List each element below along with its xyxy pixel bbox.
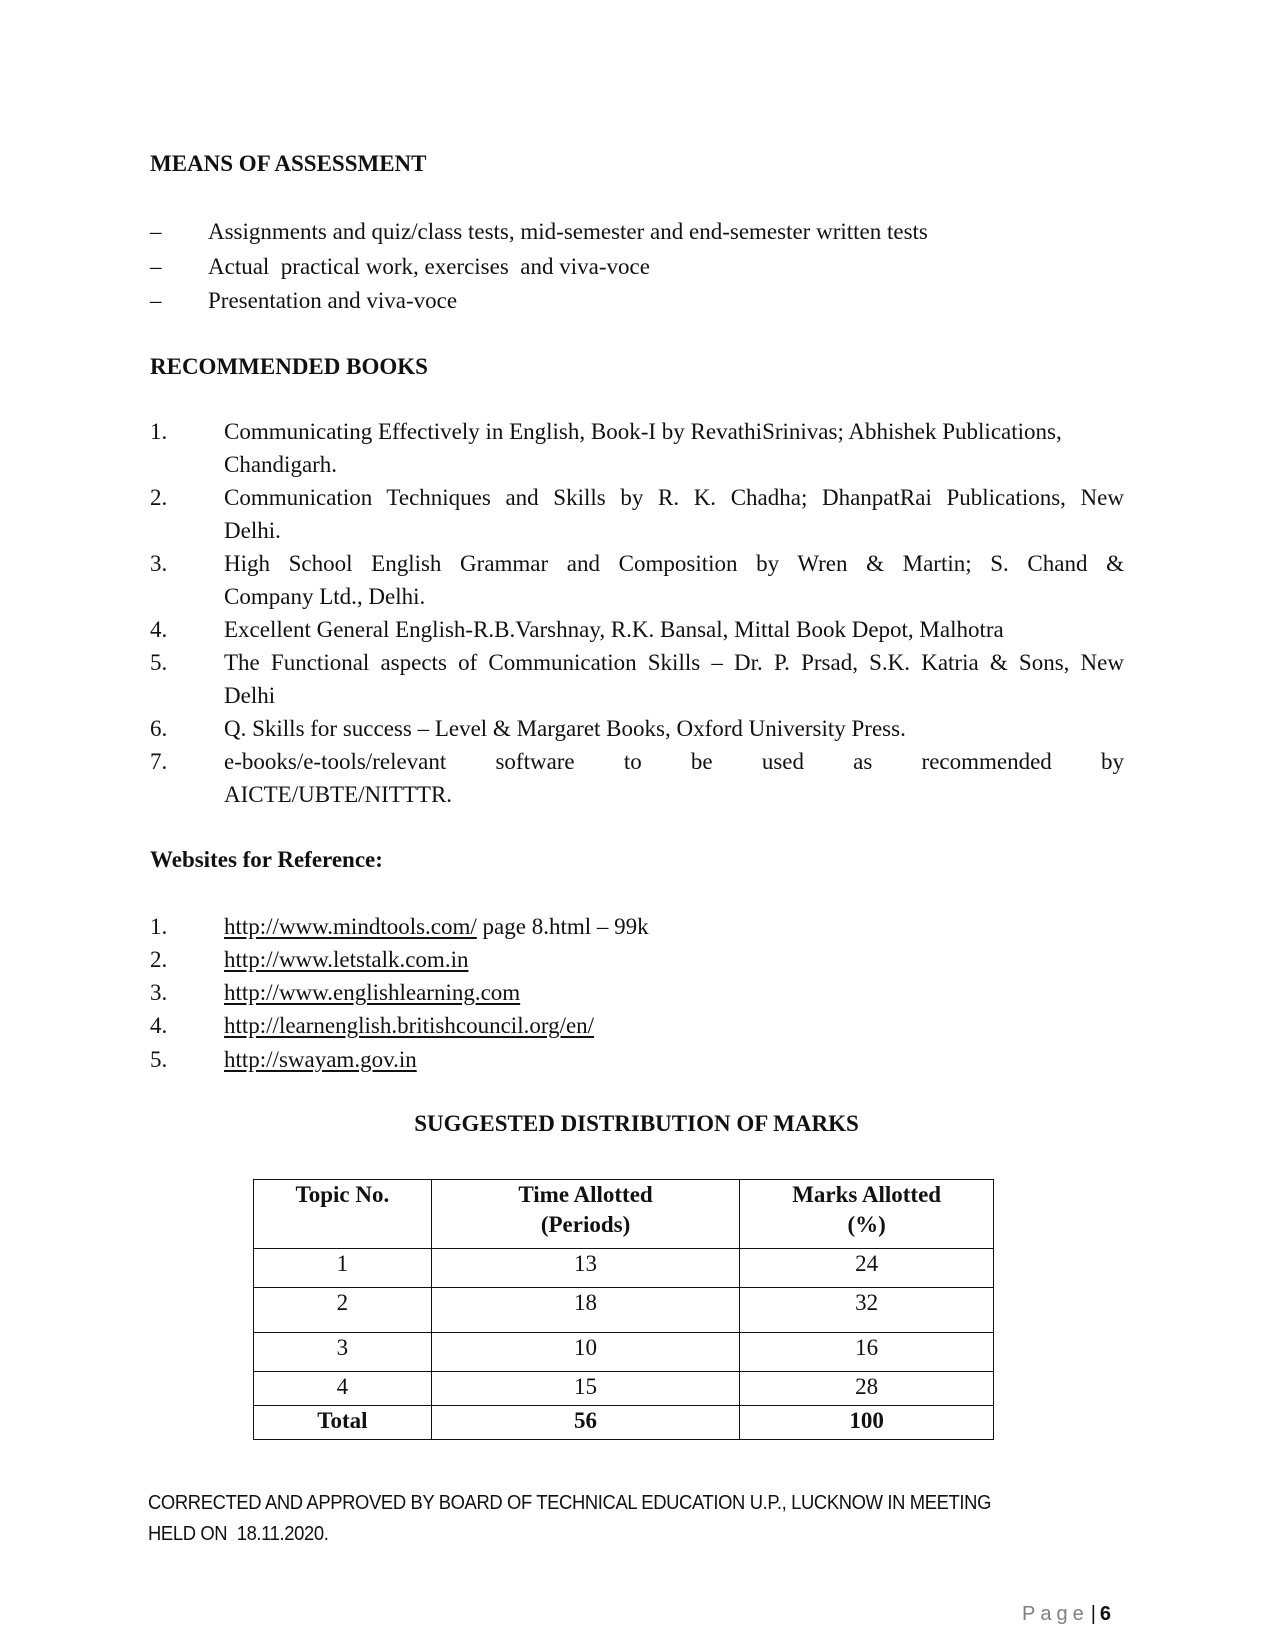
book-title-cont: AICTE/UBTE/NITTTR. [224, 782, 453, 807]
dash-bullet-icon: – [150, 288, 162, 313]
website-link[interactable]: http://www.mindtools.com/ [224, 914, 477, 939]
website-link[interactable]: http://www.letstalk.com.in [224, 947, 469, 972]
list-number: 7. [150, 749, 168, 774]
column-header-topic: Topic No. [254, 1180, 432, 1249]
time-cell: 15 [431, 1372, 740, 1406]
time-cell: 10 [431, 1333, 740, 1372]
website-link[interactable]: http://www.englishlearning.com [224, 980, 521, 1005]
list-number: 3. [150, 551, 168, 576]
time-cell: 18 [431, 1288, 740, 1333]
link-suffix-text: page 8.html – 99k [476, 914, 649, 939]
marks-distribution-table [253, 1179, 994, 1440]
time-cell: 13 [431, 1249, 740, 1288]
list-number: 1. [150, 419, 168, 444]
list-item [224, 910, 649, 943]
table-row [254, 1333, 994, 1372]
book-title-cont: Chandigarh. [224, 452, 338, 477]
list-number: 5. [150, 1047, 168, 1072]
book-title: Excellent General English-R.B.Varshnay, R.K. Bansal, Mittal Book Depot, Malhotra [224, 617, 1004, 642]
topic-cell: 1 [254, 1249, 432, 1288]
list-number: 4. [150, 617, 168, 642]
list-item-text: Assignments and quiz/class tests, mid-semester and end-semester written tests [208, 219, 928, 244]
list-number: 4. [150, 1013, 168, 1038]
table-title: SUGGESTED DISTRIBUTION OF MARKS [414, 1111, 859, 1136]
page-label: Page [1022, 1603, 1089, 1625]
section-heading-assessment: MEANS OF ASSESSMENT [150, 151, 427, 176]
list-number: 1. [150, 914, 168, 939]
total-label-cell: Total [254, 1406, 432, 1440]
table-total-row [254, 1406, 994, 1440]
list-number: 6. [150, 716, 168, 741]
list-item [224, 1009, 594, 1042]
approval-note-line1: CORRECTED AND APPROVED BY BOARD OF TECHNICAL EDUCATION U.P., LUCKNOW IN MEETING [148, 1492, 992, 1514]
column-header-marks: Marks Allotted (%) [740, 1180, 994, 1249]
list-item-text: Presentation and viva-voce [208, 288, 458, 313]
list-number: 3. [150, 980, 168, 1005]
website-link[interactable]: http://learnenglish.britishcouncil.org/en/ [224, 1013, 595, 1038]
approval-note-line2: HELD ON 18.11.2020. [148, 1523, 329, 1545]
list-item [224, 976, 520, 1009]
book-title-cont: Delhi. [224, 518, 281, 543]
list-number: 2. [150, 485, 168, 510]
total-marks-cell: 100 [740, 1406, 994, 1440]
marks-cell: 24 [740, 1249, 994, 1288]
section-heading-websites: Websites for Reference: [150, 847, 383, 872]
dash-bullet-icon: – [150, 219, 162, 244]
book-title-cont: Company Ltd., Delhi. [224, 584, 426, 609]
list-item-text: Actual practical work, exercises and viva-voce [208, 254, 650, 279]
marks-cell: 16 [740, 1333, 994, 1372]
book-title: The Functional aspects of Communication Skills – Dr. P. Prsad, S.K. Katria & Sons, New [224, 650, 1124, 675]
dash-bullet-icon: – [150, 254, 162, 279]
topic-cell: 2 [254, 1288, 432, 1333]
book-title: Communication Techniques and Skills by R. K. Chadha; DhanpatRai Publications, New [224, 485, 1124, 510]
book-title: Q. Skills for success – Level & Margaret Books, Oxford University Press. [224, 716, 906, 741]
page-separator: | [1090, 1603, 1096, 1625]
list-item [224, 1043, 417, 1076]
page-number-value: 6 [1099, 1603, 1112, 1625]
list-number: 2. [150, 947, 168, 972]
column-header-time: Time Allotted (Periods) [431, 1180, 740, 1249]
total-time-cell: 56 [431, 1406, 740, 1440]
list-item [224, 943, 468, 976]
table-row [254, 1372, 994, 1406]
table-row [254, 1288, 994, 1333]
book-title: High School English Grammar and Composition by Wren & Martin; S. Chand & [224, 551, 1124, 576]
marks-cell: 32 [740, 1288, 994, 1333]
table-header-row [254, 1180, 994, 1249]
website-link[interactable]: http://swayam.gov.in [224, 1047, 417, 1072]
table-row [254, 1249, 994, 1288]
list-number: 5. [150, 650, 168, 675]
page-number [1022, 1603, 1111, 1626]
marks-cell: 28 [740, 1372, 994, 1406]
topic-cell: 4 [254, 1372, 432, 1406]
section-heading-books: RECOMMENDED BOOKS [150, 354, 428, 379]
book-title-cont: Delhi [224, 683, 276, 708]
book-title: e-books/e-tools/relevant software to be used as recommended by [224, 749, 1124, 774]
book-title: Communicating Effectively in English, Book-I by RevathiSrinivas; Abhishek Publications, [224, 419, 1062, 444]
topic-cell: 3 [254, 1333, 432, 1372]
